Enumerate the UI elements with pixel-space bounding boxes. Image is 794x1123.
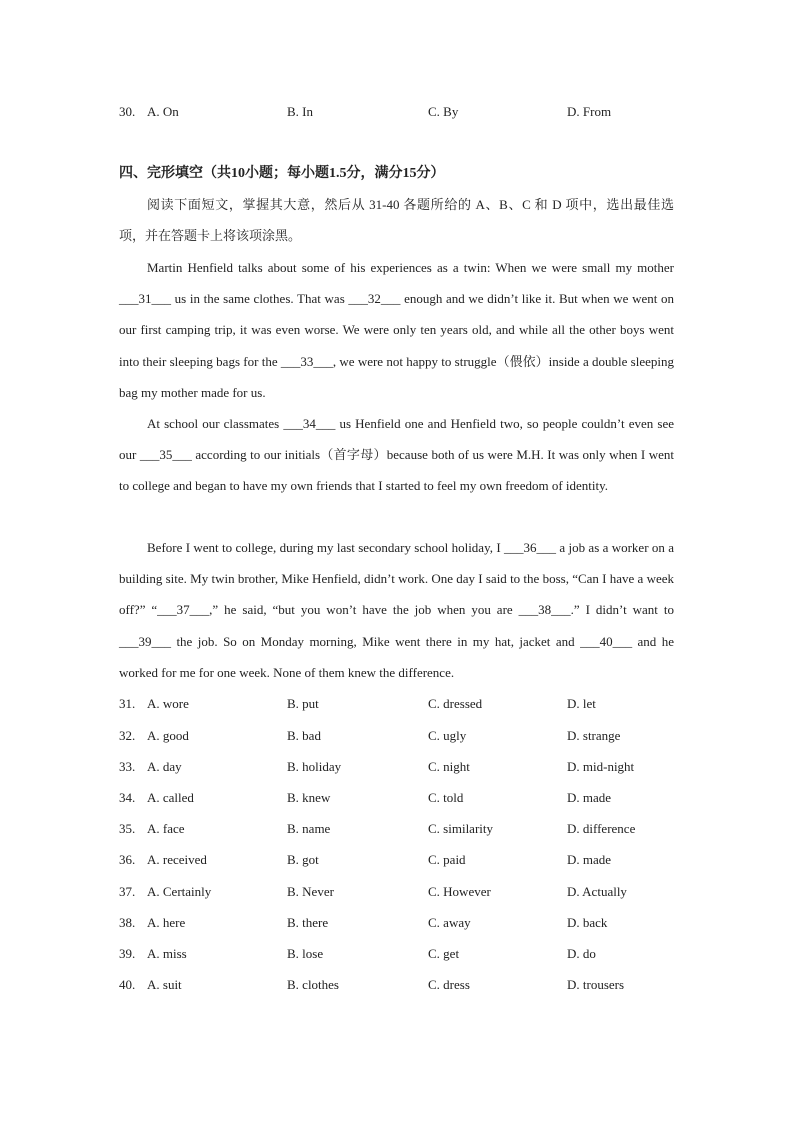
question-row-31 xyxy=(119,695,679,713)
option-d: D. strange xyxy=(567,728,621,743)
section-heading: 四、完形填空（共10小题；每小题1.5分，满分15分） xyxy=(119,166,445,181)
option-d: D. From xyxy=(567,104,612,119)
option-b: B. In xyxy=(287,104,313,119)
option-c: C. ugly xyxy=(428,728,467,743)
question-number: 33. xyxy=(119,759,136,774)
option-c: C. similarity xyxy=(428,821,493,836)
option-b: B. lose xyxy=(287,946,324,961)
option-a: A. face xyxy=(147,821,185,836)
option-b: B. bad xyxy=(287,728,321,743)
option-c: C. However xyxy=(428,884,491,899)
option-d: D. made xyxy=(567,852,612,867)
option-d: D. do xyxy=(567,946,596,961)
question-row-38 xyxy=(119,914,679,932)
option-a: A. suit xyxy=(147,977,182,992)
option-b: B. knew xyxy=(287,790,331,805)
option-c: C. night xyxy=(428,759,470,774)
option-a: A. received xyxy=(147,852,207,867)
option-b: B. put xyxy=(287,696,319,711)
option-b: B. Never xyxy=(287,884,334,899)
question-row-35 xyxy=(119,820,679,838)
option-a: A. day xyxy=(147,759,182,774)
option-d: D. difference xyxy=(567,821,636,836)
option-d: D. mid-night xyxy=(567,759,635,774)
question-number: 38. xyxy=(119,915,136,930)
passage-paragraph-1: Martin Henfield talks about some of his experiences as a twin: When we were small my mother ___31___ us in the same clothes. That was ___32___ enough and we didn’t like it. But when we went on our first camping trip, it was even worse. We were only ten years old, and while all the other boys went into their sleeping bags for the ___33___, we were not happy to struggle（偎依）inside a double sleeping bag my mother made for us. xyxy=(119,260,674,400)
question-row-32 xyxy=(119,727,679,745)
option-a: A. here xyxy=(147,915,186,930)
option-b: B. clothes xyxy=(287,977,339,992)
question-number: 40. xyxy=(119,977,136,992)
option-a: A. wore xyxy=(147,696,189,711)
option-a: A. miss xyxy=(147,946,187,961)
question-row-33 xyxy=(119,758,679,776)
question-number: 34. xyxy=(119,790,136,805)
option-c: C. get xyxy=(428,946,460,961)
question-number: 39. xyxy=(119,946,136,961)
question-number: 37. xyxy=(119,884,136,899)
question-number: 32. xyxy=(119,728,136,743)
question-number: 31. xyxy=(119,696,136,711)
question-number: 30. xyxy=(119,104,136,119)
passage-paragraph-3: Before I went to college, during my last secondary school holiday, I ___36___ a job as a worker on a building site. My twin brother, Mike Henfield, didn’t work. One day I said to the boss, “Can I have a week off?” “___37___,” he said, “but you won’t have the job when you are ___38___.” I didn’t want to ___39___ the job. So on Monday morning, Mike went there in my hat, jacket and ___40___ and he worked for me for one week. None of them knew the difference. xyxy=(119,540,674,680)
option-a: A. called xyxy=(147,790,194,805)
option-a: A. good xyxy=(147,728,189,743)
question-row-40 xyxy=(119,976,679,994)
option-c: C. away xyxy=(428,915,471,930)
option-d: D. back xyxy=(567,915,608,930)
question-number: 36. xyxy=(119,852,136,867)
question-row-30 xyxy=(119,103,679,121)
question-row-36 xyxy=(119,851,679,869)
option-d: D. Actually xyxy=(567,884,627,899)
option-d: D. made xyxy=(567,790,612,805)
section-instruction: 阅读下面短文，掌握其大意，然后从 31-40 各题所给的 A、B、C 和 D 项中，选出最佳选项，并在答题卡上将该项涂黑。 xyxy=(119,197,674,244)
question-row-34 xyxy=(119,789,679,807)
option-b: B. got xyxy=(287,852,319,867)
option-a: A. On xyxy=(147,104,179,119)
question-row-37 xyxy=(119,883,679,901)
option-c: C. dress xyxy=(428,977,470,992)
option-d: D. trousers xyxy=(567,977,625,992)
option-c: C. paid xyxy=(428,852,466,867)
option-b: B. holiday xyxy=(287,759,342,774)
question-row-39 xyxy=(119,945,679,963)
passage-paragraph-2: At school our classmates ___34___ us Henfield one and Henfield two, so people couldn’t even see our ___35___ according to our initials（首字母）because both of us were M.H. It was only when I went to college and began to have my own friends that I started to feel my own freedom of identity. xyxy=(119,416,674,494)
option-a: A. Certainly xyxy=(147,884,212,899)
option-b: B. name xyxy=(287,821,331,836)
option-c: C. dressed xyxy=(428,696,483,711)
option-d: D. let xyxy=(567,696,596,711)
question-number: 35. xyxy=(119,821,136,836)
option-c: C. told xyxy=(428,790,464,805)
option-c: C. By xyxy=(428,104,459,119)
option-b: B. there xyxy=(287,915,329,930)
